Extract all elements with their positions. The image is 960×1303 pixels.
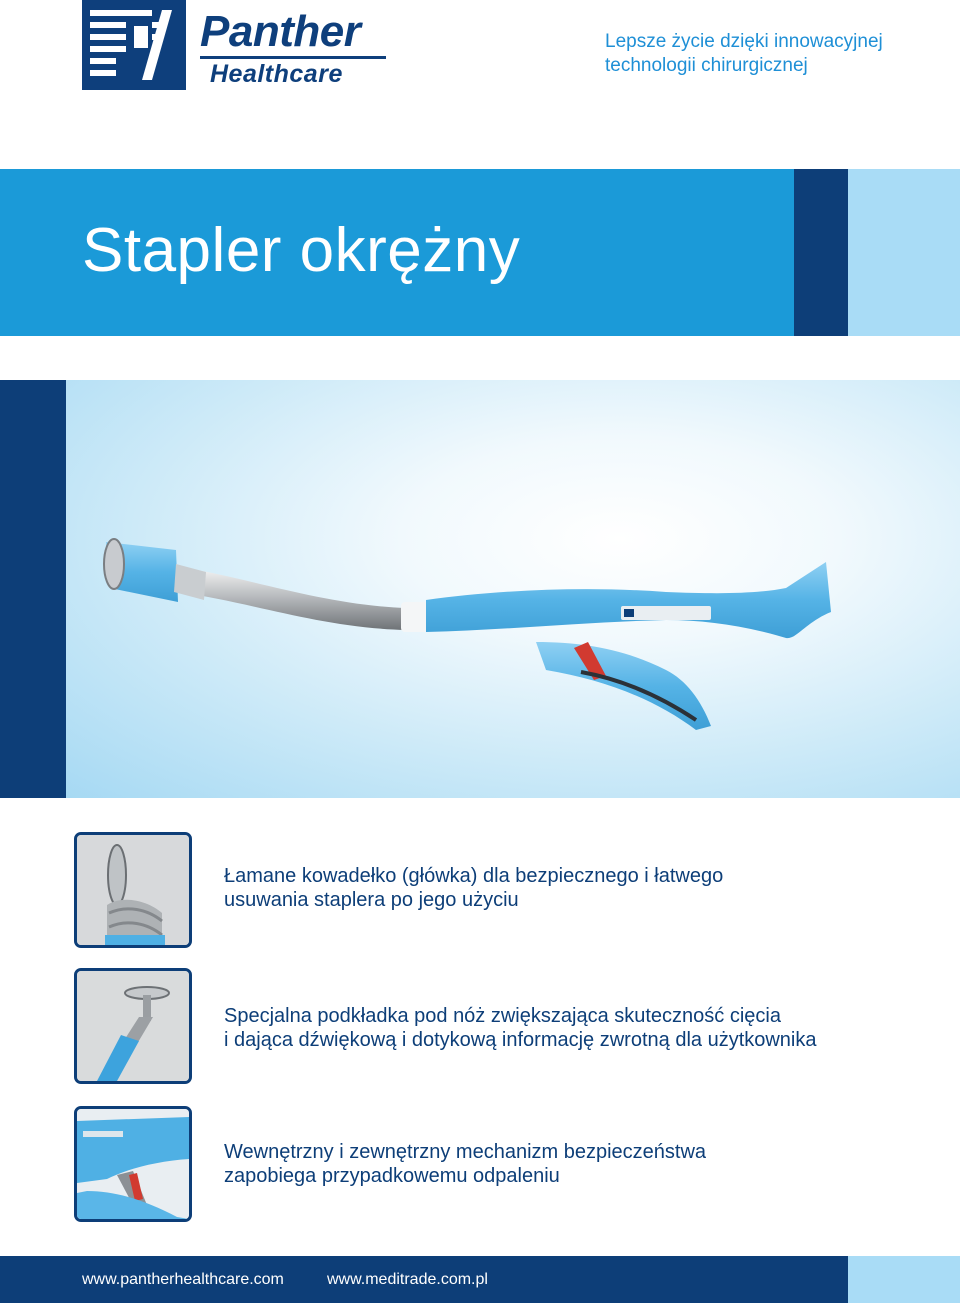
- anvil-closeup-image: [74, 832, 192, 948]
- feature-2-line-2: i dająca dźwiękową i dotykową informację zwrotną dla użytkownika: [224, 1029, 817, 1051]
- panther-logo-icon: [82, 0, 186, 90]
- logo-name: Panther: [200, 7, 361, 56]
- feature-3-line-2: zapobiega przypadkowemu odpaleniu: [224, 1165, 560, 1187]
- knife-washer-image: [74, 968, 192, 1084]
- feature-2-text: [224, 1004, 817, 1052]
- footer-link-meditrade[interactable]: www.meditrade.com.pl: [327, 1271, 488, 1288]
- feature-1-line-2: usuwania staplera po jego użyciu: [224, 889, 519, 911]
- footer: [0, 1256, 960, 1303]
- feature-2-line-1: Specjalna podkładka pod nóż zwiększająca skuteczność cięcia: [224, 1005, 781, 1027]
- feature-1-text: [224, 864, 723, 912]
- tagline: [605, 30, 883, 78]
- feature-3-text: [224, 1140, 706, 1188]
- page-title: Stapler okrężny: [82, 216, 521, 285]
- product-image-panel: [66, 380, 960, 798]
- tagline-line-2: technologii chirurgicznej: [605, 55, 808, 76]
- logo-subname: Healthcare: [210, 60, 343, 88]
- product-side-strip: [0, 380, 66, 798]
- feature-3-line-1: Wewnętrzny i zewnętrzny mechanizm bezpieczeństwa: [224, 1141, 707, 1163]
- footer-link-panther[interactable]: www.pantherhealthcare.com: [82, 1271, 284, 1288]
- safety-mechanism-image: [74, 1106, 192, 1222]
- logo-divider: [200, 56, 386, 59]
- brand-logo: [82, 0, 392, 92]
- footer-light-accent: [848, 1256, 960, 1303]
- title-band-light-accent: [848, 169, 960, 336]
- circular-stapler-image: [66, 380, 960, 798]
- feature-1-line-1: Łamane kowadełko (główka) dla bezpiecznego i łatwego: [224, 865, 724, 887]
- tagline-line-1: Lepsze życie dzięki innowacyjnej: [605, 31, 883, 52]
- title-band-dark-accent: [794, 169, 848, 336]
